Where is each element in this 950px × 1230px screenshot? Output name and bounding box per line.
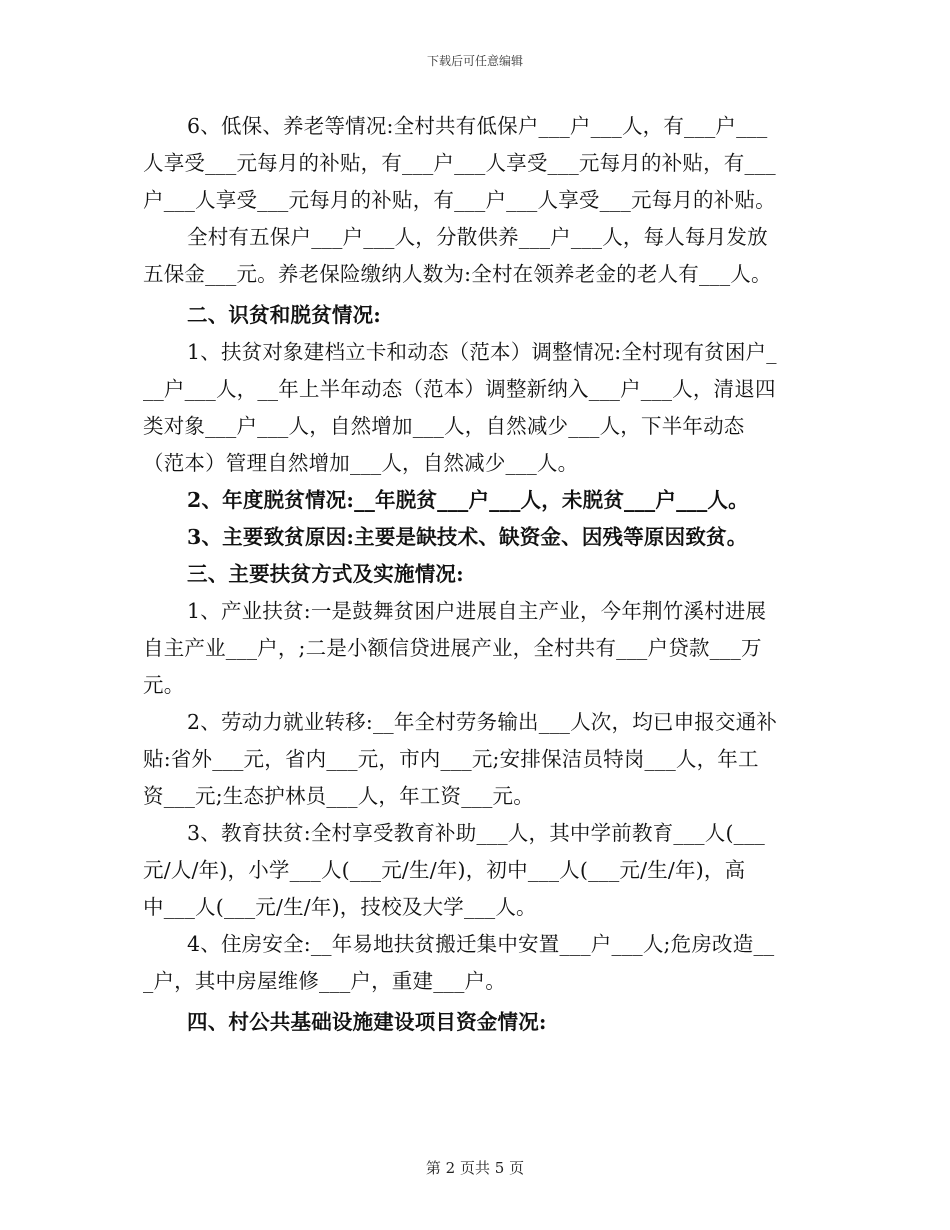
document-body [143,108,813,1041]
section-heading-line: 3、主要致贫原因:主要是缺技术、缺资金、因残等原因致贫。 [187,525,748,549]
paragraph-line: 2、劳动力就业转移:__年全村劳务输出___人次，均已申报交通补 [187,710,778,734]
paragraph-line: 自主产业___户，;二是小额信贷进展产业，全村共有___户贷款___万 [143,636,762,660]
paragraph-line: 资___元;生态护林员___人，年工资___元。 [143,784,534,808]
section-heading-line: 四、村公共基础设施建设项目资金情况: [187,1010,547,1034]
paragraph-line: 3、教育扶贫:全村享受教育补助___人，其中学前教育___人(___ [187,821,765,845]
paragraph-line: 全村有五保户___户___人，分散供养___户___人，每人每月发放 [187,225,768,249]
page-footer: 第 2 页共 5 页 [425,1159,525,1177]
paragraph-line: 贴:省外___元，省内___元，市内___元;安排保洁员特岗___人，年工 [143,747,759,771]
section-heading-line: 二、识贫和脱贫情况: [187,303,382,327]
section-heading-line: 2、年度脱贫情况:__年脱贫___户___人，未脱贫___户___人。 [187,488,749,512]
paragraph-line: 户___人享受___元每月的补贴，有___户___人享受___元每月的补贴。 [143,188,776,212]
paragraph-line: _户，其中房屋维修___户，重建___户。 [143,969,506,993]
paragraph-line: 中___人(___元/生/年)，技校及大学___人。 [143,895,537,919]
paragraph-line: 人享受___元每月的补贴，有___户___人享受___元每月的补贴，有___ [143,151,776,175]
paragraph-line: 4、住房安全:__年易地扶贫搬迁集中安置___户___人;危房改造__ [187,932,775,956]
paragraph-line: 元。 [143,673,185,697]
paragraph-line: （范本）管理自然增加___人，自然减少___人。 [143,451,579,475]
paragraph-line: __户___人，__年上半年动态（范本）调整新纳入___户___人，清退四 [143,377,776,401]
page-header: 下载后可任意编辑 [426,54,523,68]
paragraph-line: 类对象___户___人，自然增加___人，自然减少___人，下半年动态 [143,414,745,438]
paragraph-line: 1、产业扶贫:一是鼓舞贫困户进展自主产业，今年荆竹溪村进展 [187,599,767,623]
paragraph-line: 五保金___元。养老保险缴纳人数为:全村在领养老金的老人有___人。 [143,262,772,286]
section-heading-line: 三、主要扶贫方式及实施情况: [187,562,464,586]
paragraph-line: 6、低保、养老等情况:全村共有低保户___户___人，有___户___ [187,114,768,138]
paragraph-line: 元/人/年)，小学___人(___元/生/年)，初中___人(___元/生/年)，高 [143,858,746,882]
paragraph-line: 1、扶贫对象建档立卡和动态（范本）调整情况:全村现有贫困户_ [187,340,777,364]
